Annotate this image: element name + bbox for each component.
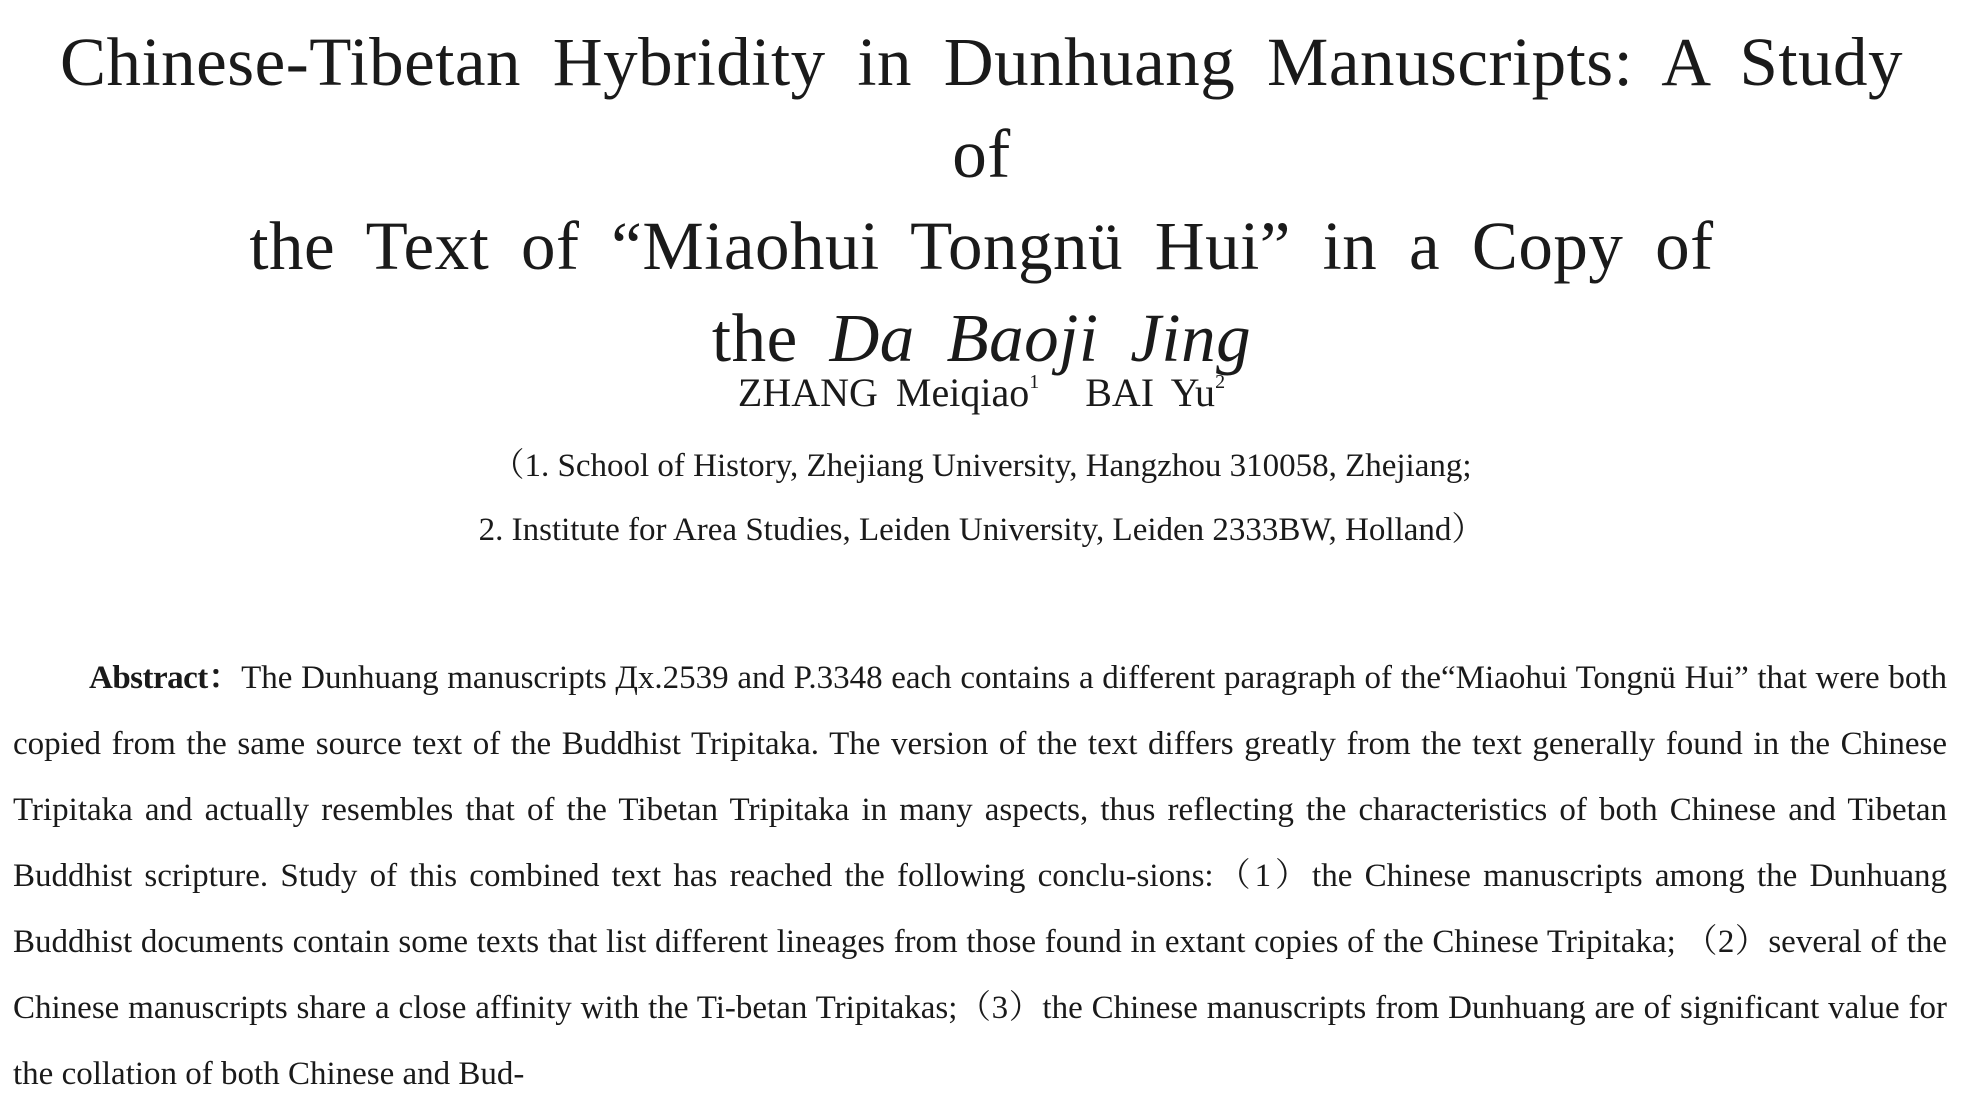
author-list [0,368,1963,418]
paper-title [50,16,1913,384]
author-2-affiliation-mark: 2 [1215,371,1226,393]
title-line-1: Chinese-Tibetan Hybridity in Dunhuang Manuscripts: A Study of [59,24,1904,192]
abstract-paragraph [13,645,1947,1107]
author-2-name: BAI Yu [1085,370,1216,415]
affiliation-1: （1. School of History, Zhejiang University, Hangzhou 310058, Zhejiang; [491,448,1472,484]
abstract-text: The Dunhuang manuscripts Дх.2539 and P.3348 each contains a different paragraph of the“Miaohui Tongnü Hui” that were both copied from the same source text of the Buddhist Tripitaka. The version of the text differs greatly from the text generally found in the Chinese Tripitaka and actually resembles that of the Tibetan Tripitaka in many aspects, thus reflecting the characteristics of both Chinese and Tibetan Buddhist scripture. Study of this combined text has reached the following conclu-sions:（1）the Chinese manuscripts among the Dunhuang Buddhist documents contain some texts that list different lineages from those found in extant copies of the Chinese Tripitaka; （2）several of the Chinese manuscripts share a close affinity with the Ti-betan Tripitakas;（3）the Chinese manuscripts from Dunhuang are of significant value for the collation of both Chinese and Bud- [13,660,1947,1092]
title-line-3-prefix: the [711,300,830,376]
abstract-label: Abstract： [89,660,242,696]
title-line-2: the Text of “Miaohui Tongnü Hui” in a Copy of [249,208,1714,284]
affiliation-2: 2. Institute for Area Studies, Leiden University, Leiden 2333BW, Holland） [478,512,1485,548]
title-italic-text: Da Baoji Jing [829,300,1252,376]
author-1-name: ZHANG Meiqiao [737,370,1030,415]
author-1-affiliation-mark: 1 [1029,371,1040,393]
